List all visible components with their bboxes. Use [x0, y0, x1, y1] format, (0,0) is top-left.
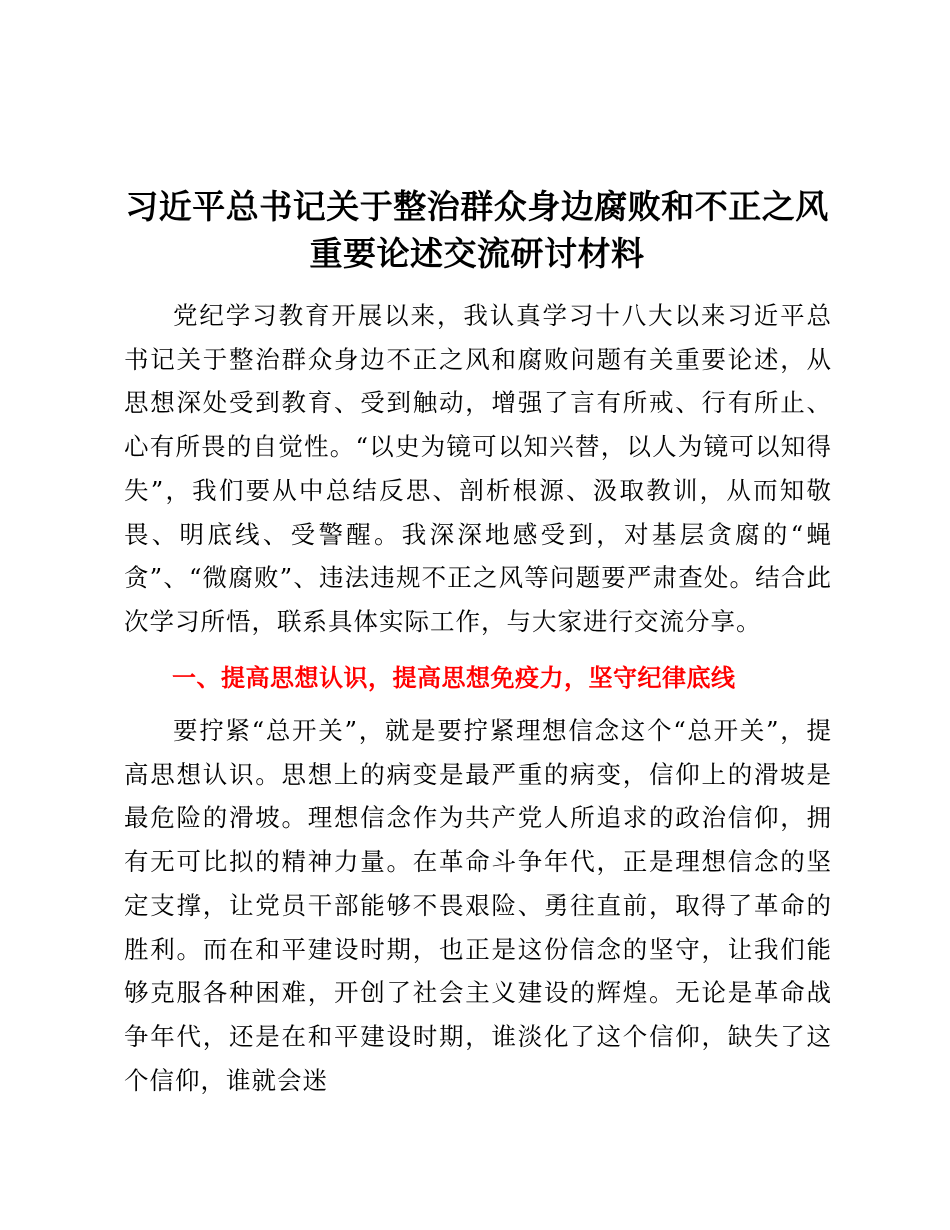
- document-title: 习近平总书记关于整治群众身边腐败和不正之风重要论述交流研讨材料: [125, 187, 829, 273]
- body-paragraph: 要拧紧“总开关”，就是要拧紧理想信念这个“总开关”，提高思想认识。思想上的病变是最严重的病变，信仰上的滑坡是最危险的滑坡。理想信念作为共产党人所追求的政治信仰，拥有无可比拟的精神力量。在革命斗争年代，正是理想信念的坚定支撑，让党员干部能够不畏艰险、勇往直前，取得了革命的胜利。而在和平建设时期，也正是这份信念的坚守，让我们能够克服各种困难，开创了社会主义建设的辉煌。无论是革命战争年代，还是在和平建设时期，谁淡化了这个信仰，缺失了这个信仰，谁就会迷: [124, 716, 832, 1095]
- section-heading: 一、提高思想认识，提高思想免疫力，坚守纪律底线: [172, 664, 736, 692]
- intro-paragraph: 党纪学习教育开展以来，我认真学习十八大以来习近平总书记关于整治群众身边不正之风和腐败问题有关重要论述，从思想深处受到教育、受到触动，增强了言有所戒、行有所止、心有所畏的自觉性。“以史为镜可以知兴替，以人为镜可以知得失”，我们要从中总结反思、剖析根源、汲取教训，从而知敬畏、明底线、受警醒。我深深地感受到，对基层贪腐的“蝇贪”、“微腐败”、违法违规不正之风等问题要严肃查处。结合此次学习所悟，联系具体实际工作，与大家进行交流分享。: [124, 301, 832, 636]
